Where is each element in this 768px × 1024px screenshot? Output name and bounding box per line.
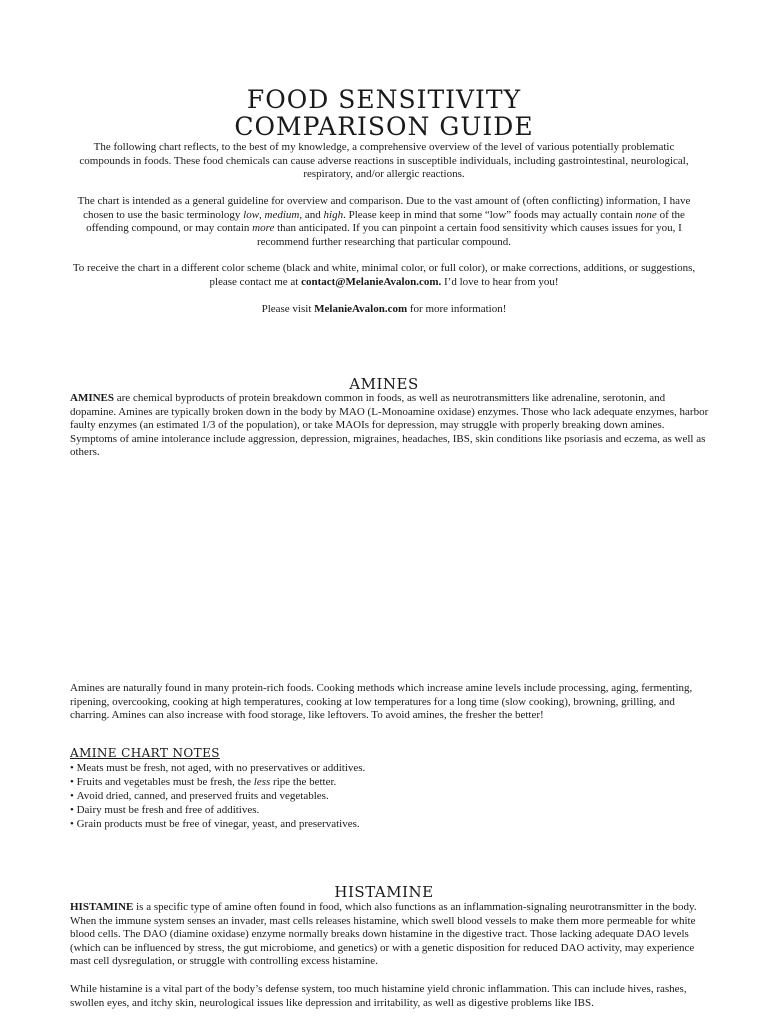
note-text: Grain products must be free of vinegar, yeast, and preservatives. <box>76 818 360 830</box>
contact-paragraph <box>70 262 698 289</box>
visit-post: for more information! <box>407 303 507 315</box>
note-text: Meats must be fresh, not aged, with no preservatives or additives. <box>76 762 366 774</box>
chart-note-text-1: The chart is intended as a general guideline for overview and comparison. Due to the vast amount of (often conflicting) information, I have chosen to use the basic terminology <box>77 195 691 221</box>
visit-paragraph <box>70 303 698 317</box>
histamine-definition-text: is a specific type of amine often found in food, which also functions as an inflammation-signaling neurotransmitter in the body. When the immune system senses an invader, mast cells releases histamine, which swell blood vessels to make them more permeable for white blood cells. The DAO (diamine oxidase) enzyme normally breaks down histamine in the digestive tract. Those lacking adequate DAO levels (which can be influenced by stress, the gut microbiome, and genetics) or with a genetic disposition for reduced DAO activity, may experience mast cell dysregulation, or struggle with controlling excess histamine. <box>70 901 697 968</box>
section-title-amines: AMINES <box>349 375 419 393</box>
histamine-effects-paragraph: While histamine is a vital part of the body’s defense system, too much histamine yield chronic inflammation. This can include hives, rashes, swollen eyes, and itchy skin, neurological issues like depression and irritability, as well as digestive problems like IBS. <box>70 983 687 1009</box>
contact-text: To receive the chart in a different color scheme (black and white, minimal color, or full color), or make corrections, additions, or suggestions, please contact me at <box>72 262 696 288</box>
term-high: high <box>323 208 344 221</box>
histamine-term: HISTAMINE <box>70 901 134 913</box>
note-text: Avoid dried, canned, and preserved fruits and vegetables. <box>76 790 329 802</box>
amines-term: AMINES <box>70 392 115 404</box>
chart-note-paragraph <box>70 195 698 249</box>
term-low: low <box>243 208 260 221</box>
term-less: less <box>253 776 271 788</box>
amine-chart-notes-heading: AMINE CHART NOTES <box>70 746 220 760</box>
term-more: more <box>252 222 275 234</box>
section-title-histamine: HISTAMINE <box>334 883 434 901</box>
list-item <box>70 817 690 831</box>
contact-email-link[interactable]: contact@MelanieAvalon.com. <box>301 275 442 288</box>
note-text: Fruits and vegetables must be fresh, the <box>76 776 254 788</box>
amines-sources-paragraph: Amines are naturally found in many protein-rich foods. Cooking methods which increase amine levels include processing, aging, fermenting, ripening, overcooking, cooking at high temperatures, cooking at low temperatures for a long time (slow cooking), browning, grilling, and charring. Amines can also increase with food storage, like leftovers. To avoid amines, the fresher the better! <box>70 682 693 722</box>
amine-chart-notes-list <box>70 761 690 831</box>
list-item <box>70 789 690 803</box>
page-title-line-1: FOOD SENSITIVITY <box>246 85 522 114</box>
intro-paragraph: The following chart reflects, to the best of my knowledge, a comprehensive overview of the level of various potentially problematic compounds in foods. These food chemicals can cause adverse reactions in susceptible individuals, including gastrointestinal, neurological, respiratory, and/or allergic reactions. <box>79 141 689 180</box>
histamine-definition <box>70 901 710 969</box>
page-title-line-2: COMPARISON GUIDE <box>234 112 534 141</box>
list-item <box>70 761 690 775</box>
chart-note-text-4: than anticipated. If you can pinpoint a certain food sensitivity which causes issues for you, I recommend further researching that particular compound. <box>256 222 682 248</box>
chart-note-text-3: of the offending compound, or may contain <box>86 208 685 234</box>
chart-note-text-2: . Please keep in mind that some “low” foods may actually contain <box>343 208 636 221</box>
visit-pre: Please visit <box>261 303 315 315</box>
amines-definition-text: are chemical byproducts of protein breakdown common in foods, as well as neurotransmitters like adrenaline, serotonin, and dopamine. Amines are typically broken down in the body by MAO (L-Monoamine oxidase) enzymes. Those who lack adequate enzymes, harbor faulty enzymes (an estimated 1/3 of the population), or take MAOIs for depression, may struggle with properly breaking down amines. Symptoms of amine intolerance include aggression, depression, migraines, headaches, IBS, skin conditions like psoriasis and eczema, as well as others. <box>70 392 709 459</box>
website-link[interactable]: MelanieAvalon.com <box>314 303 408 315</box>
amines-definition <box>70 392 710 460</box>
term-medium: medium <box>264 208 300 221</box>
chart-note-sep-2: , and <box>299 208 324 221</box>
list-item <box>70 803 690 817</box>
contact-tail: I’d love to hear from you! <box>441 275 559 288</box>
list-item <box>70 775 690 789</box>
note-text: Dairy must be fresh and free of additives. <box>76 804 260 816</box>
term-none: none <box>635 208 657 221</box>
note-text: ripe the better. <box>270 776 337 788</box>
chart-note-sep-1: , <box>259 208 265 221</box>
